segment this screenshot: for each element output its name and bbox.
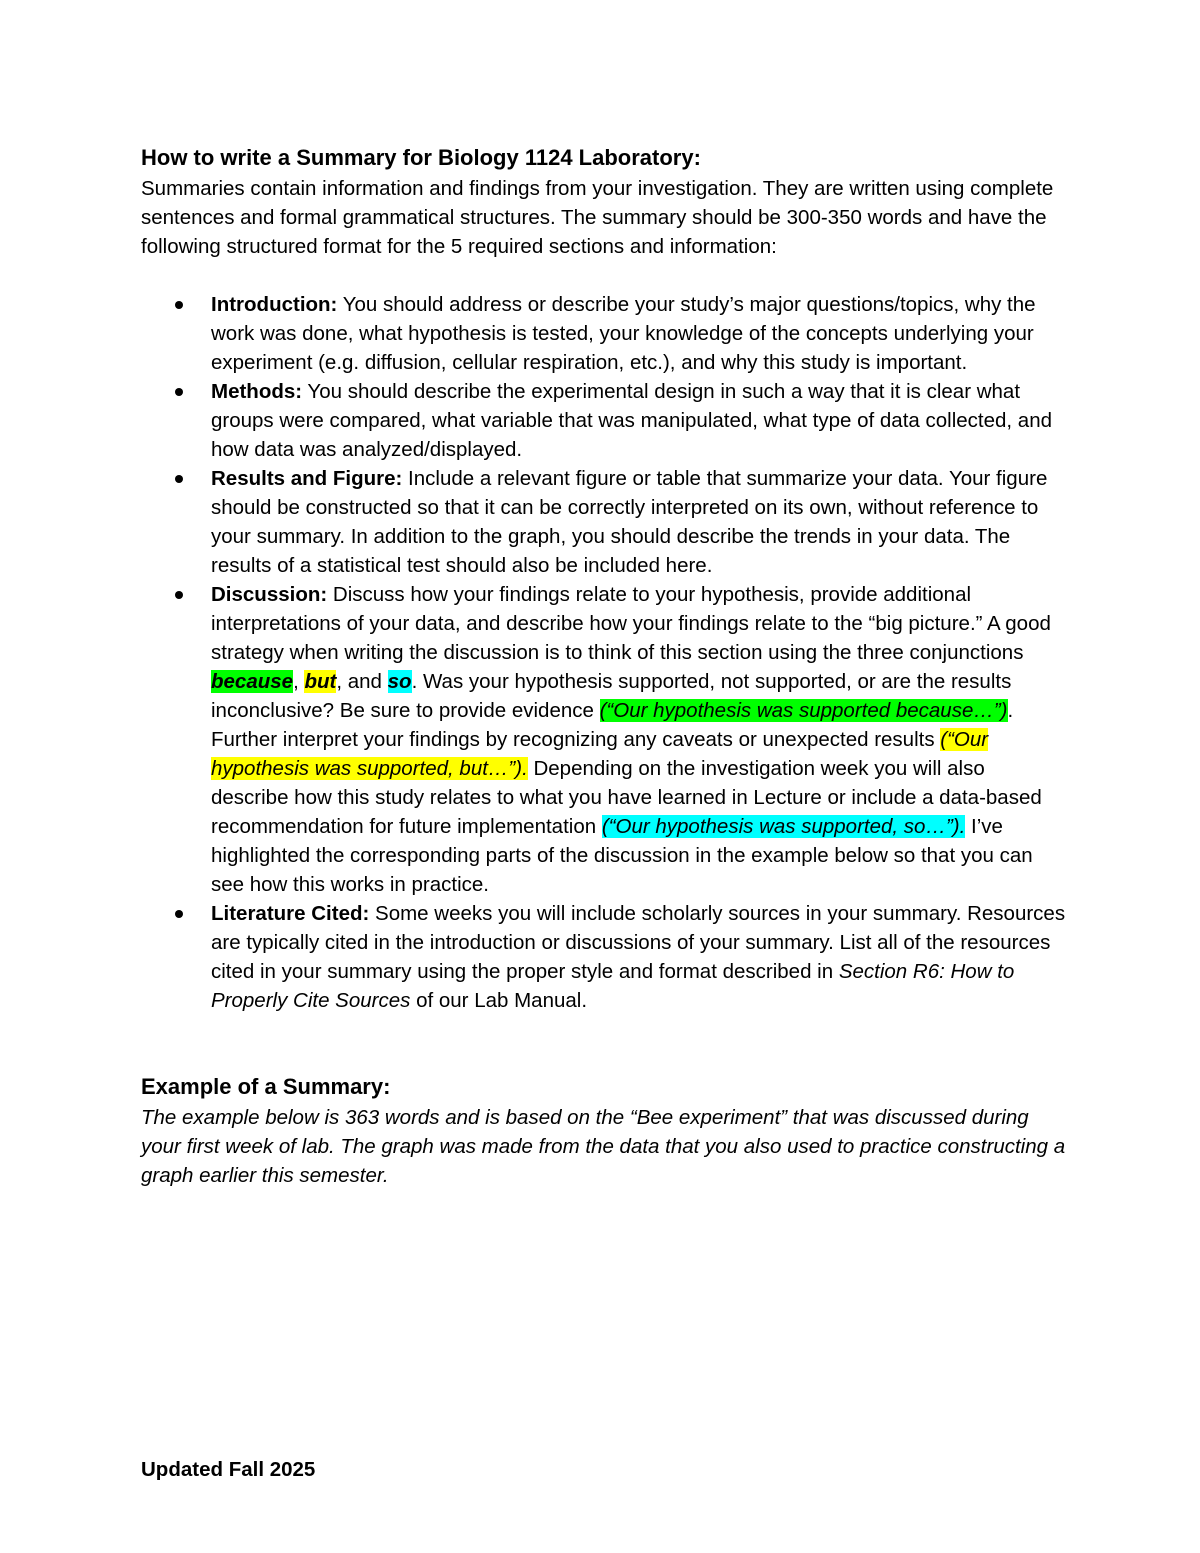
literature-label: Literature Cited: <box>211 902 370 925</box>
page-title: How to write a Summary for Biology 1124 Laboratory: <box>141 145 701 170</box>
conjunction-because: because <box>211 670 294 693</box>
methods-label: Methods: <box>211 380 303 403</box>
discussion-text-3: . Further interpret your findings by recognizing any caveats or unexpected results <box>211 699 1014 751</box>
discussion-text-4: Depending on the investigation week you will also describe how this study relates to what you have learned in Lecture or include a data-based recommendation for future implementation <box>211 757 1042 838</box>
literature-text-1: Some weeks you will include scholarly sources in your summary. Resources are typically cited in the introduction or discussions of your summary. List all of the resources cited in your summary using the proper style and format described in <box>211 902 1066 983</box>
quote-so: (“Our hypothesis was supported, so…”). <box>601 815 966 838</box>
list-item-discussion <box>211 580 1066 899</box>
results-text: Include a relevant figure or table that summarize your data. Your figure should be constructed so that it can be correctly interpreted on its own, without reference to your summary. In addition to the graph, you should describe the trends in your data. The results of a statistical test should also be included here. <box>211 467 1048 577</box>
quote-but: (“Our hypothesis was supported, but…”). <box>211 728 989 780</box>
list-item-results <box>211 464 1066 580</box>
quote-because: (“Our hypothesis was supported because…”) <box>599 699 1008 722</box>
literature-text-2: of our Lab Manual. <box>410 989 588 1012</box>
discussion-text-1: Discuss how your findings relate to your hypothesis, provide additional interpretations of your data, and describe how your findings relate to the “big picture.” A good strategy when writing the discussion is to think of this section using the three conjunctions <box>211 583 1051 664</box>
footer-updated: Updated Fall 2025 <box>141 1458 316 1481</box>
list-item-literature <box>211 899 1066 1015</box>
example-paragraph: The example below is 363 words and is based on the “Bee experiment” that was discussed during your first week of lab. The graph was made from the data that you also used to practice constructing a graph earlier this semester. <box>141 1106 1066 1187</box>
discussion-comma-2: , and <box>336 670 388 693</box>
discussion-text-2: . Was your hypothesis supported, not supported, or are the results inconclusive? Be sure to provide evidence <box>211 670 1012 722</box>
section-list <box>141 290 1066 1015</box>
list-item-introduction <box>211 290 1066 377</box>
discussion-label: Discussion: <box>211 583 328 606</box>
intro-paragraph: Summaries contain information and findings from your investigation. They are written using complete sentences and formal grammatical structures. The summary should be 300-350 words and have the following structured format for the 5 required sections and information: <box>141 177 1054 258</box>
introduction-text: You should address or describe your study’s major questions/topics, why the work was done, what hypothesis is tested, your knowledge of the concepts underlying your experiment (e.g. diffusion, cellular respiration, etc.), and why this study is important. <box>211 293 1036 374</box>
section-reference: Section R6: How to Properly Cite Sources <box>211 960 1015 1012</box>
example-section <box>141 1071 1066 1190</box>
discussion-text-5: I’ve highlighted the corresponding parts of the discussion in the example below so that you can see how this works in practice. <box>211 815 1033 896</box>
conjunction-but: but <box>304 670 337 693</box>
conjunction-so: so <box>387 670 412 693</box>
document-body <box>141 142 1066 1190</box>
discussion-comma-1: , <box>293 670 305 693</box>
list-item-methods <box>211 377 1066 464</box>
example-title: Example of a Summary: <box>141 1074 391 1099</box>
introduction-label: Introduction: <box>211 293 338 316</box>
methods-text: You should describe the experimental design in such a way that it is clear what groups were compared, what variable that was manipulated, what type of data collected, and how data was analyzed/displayed. <box>211 380 1052 461</box>
results-label: Results and Figure: <box>211 467 403 490</box>
